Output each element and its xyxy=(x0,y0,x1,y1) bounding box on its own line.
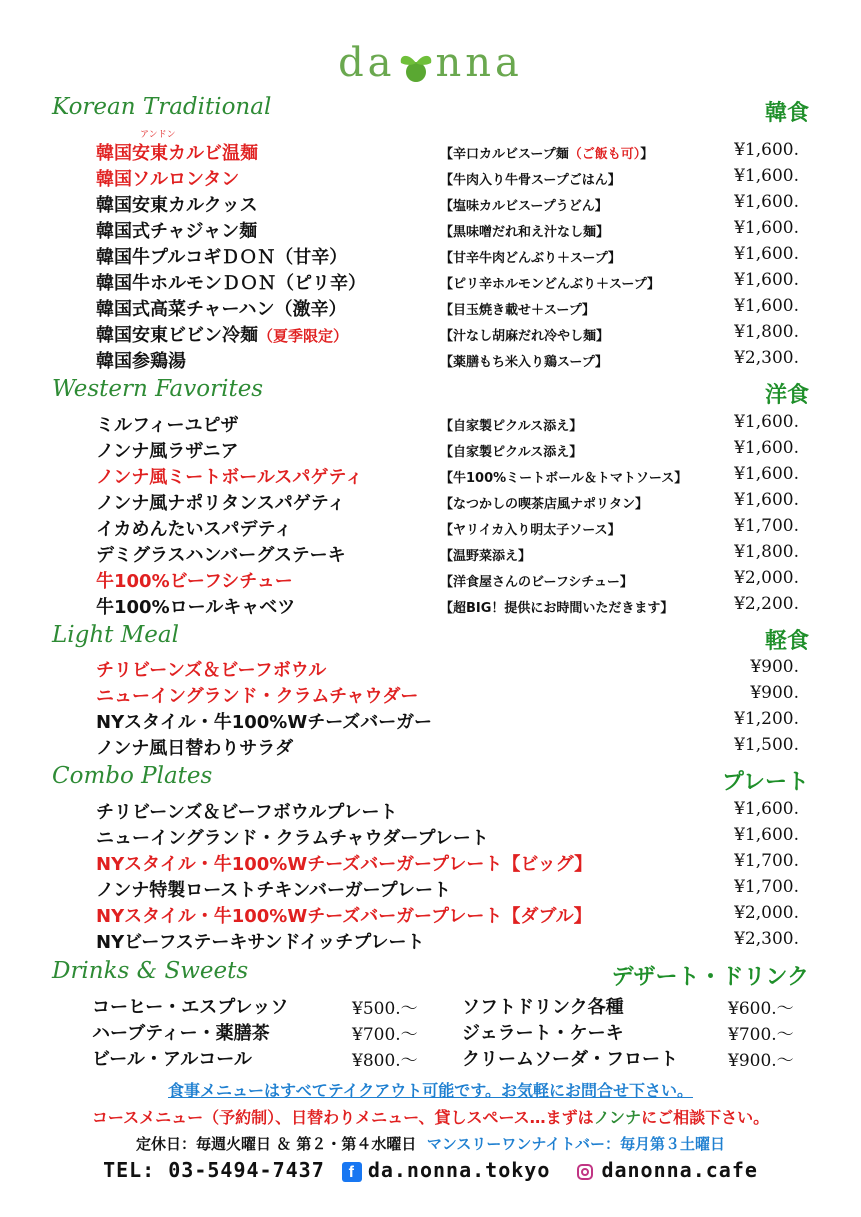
drink-item-price: ¥800.～ xyxy=(352,1051,418,1071)
drink-item-price: ¥700.～ xyxy=(728,1025,794,1045)
menu-item-desc: 【洋食屋さんのビーフシチュー】 xyxy=(440,575,633,590)
menu-item-name: 韓国式高菜チャーハン（激辛） xyxy=(96,299,347,320)
menu-item-desc: 【自家製ピクルス添え】 xyxy=(440,419,583,434)
menu-item-price: ¥2,000. xyxy=(734,903,799,923)
menu-item-name: NYスタイル・牛100%Wチーズバーガープレート【ビッグ】 xyxy=(96,854,593,875)
section-title-light: Light Meal xyxy=(52,622,179,648)
menu-item-price: ¥1,200. xyxy=(734,709,799,729)
course-notice: コースメニュー（予約制）、日替わりメニュー、貸しスペース…まずはノンナにご相談下さい。 xyxy=(91,1108,770,1127)
menu-item-price: ¥1,600. xyxy=(734,412,799,432)
menu-item-name: チリビーンズ＆ビーフボウルプレート xyxy=(96,802,398,823)
menu-item-price: ¥1,500. xyxy=(734,735,799,755)
menu-item-desc: 【黒味噌だれ和え汁なし麺】 xyxy=(440,225,610,240)
menu-item-name: 韓国ソルロンタン xyxy=(96,169,240,190)
menu-item-price: ¥1,600. xyxy=(734,464,799,484)
facebook-icon: f xyxy=(342,1162,362,1182)
menu-item-name: ミルフィーユピザ xyxy=(96,415,239,436)
menu-item-name: 牛100%ロールキャベツ xyxy=(96,597,296,618)
menu-item-price: ¥2,300. xyxy=(734,929,799,949)
menu-item-price: ¥1,600. xyxy=(734,799,799,819)
menu-item-name: ニューイングランド・クラムチャウダー xyxy=(96,686,419,707)
monthly-bar: マンスリーワンナイトバー：毎月第３土曜日 xyxy=(426,1135,726,1153)
logo xyxy=(0,40,861,86)
section-jp-korean: 韓食 xyxy=(764,101,809,126)
drink-item-price: ¥500.～ xyxy=(352,999,418,1019)
menu-item-name: 韓国安東ビビン冷麺（夏季限定） xyxy=(96,325,349,346)
menu-item-name: 韓国安東カルクッス xyxy=(96,195,258,216)
menu-item-price: ¥1,600. xyxy=(734,244,799,264)
section-title-western: Western Favorites xyxy=(52,376,264,402)
menu-item-name: 韓国牛ホルモンＤＯＮ（ピリ辛） xyxy=(96,273,366,294)
section-title-korean: Korean Traditional xyxy=(52,94,272,120)
menu-item-desc: 【甘辛牛肉どんぶり＋スープ】 xyxy=(440,251,621,266)
drink-item-name: ソフトドリンク各種 xyxy=(462,997,624,1018)
menu-item-name: ノンナ風ラザニア xyxy=(96,441,239,462)
menu-item-price: ¥1,700. xyxy=(734,877,799,897)
menu-item-desc: 【温野菜添え】 xyxy=(440,549,532,564)
drink-item-name: ビール・アルコール xyxy=(92,1049,252,1070)
hours-notice xyxy=(0,1133,861,1154)
menu-item-desc: 【塩味カルビスープうどん】 xyxy=(440,199,608,214)
menu-item-desc: 【自家製ピクルス添え】 xyxy=(440,445,583,460)
menu-item-desc: 【牛肉入り牛骨スープごはん】 xyxy=(440,173,621,188)
menu-item-price: ¥1,700. xyxy=(734,851,799,871)
menu-item-name: ノンナ風ミートボールスパゲティ xyxy=(96,467,363,488)
menu-item-name: ニューイングランド・クラムチャウダープレート xyxy=(96,828,489,849)
menu-item-name: NYスタイル・牛100%Wチーズバーガー xyxy=(96,712,432,733)
section-jp-western: 洋食 xyxy=(764,383,809,408)
menu-item-name: ノンナ風ナポリタンスパゲティ xyxy=(96,493,346,514)
menu-item-price: ¥1,600. xyxy=(734,140,799,160)
section-title-combo: Combo Plates xyxy=(52,763,213,789)
menu-item-name: 牛100%ビーフシチュー xyxy=(96,571,293,592)
drink-item-price: ¥900.～ xyxy=(728,1051,794,1071)
menu-item-name: デミグラスハンバーグステーキ xyxy=(96,545,346,566)
menu-item-name: イカめんたいスパデティ xyxy=(96,519,293,540)
menu-item-price: ¥1,600. xyxy=(734,296,799,316)
menu-item-price: ¥1,600. xyxy=(734,270,799,290)
section-title-drinks: Drinks & Sweets xyxy=(52,958,249,984)
menu-item-desc: 【なつかしの喫茶店風ナポリタン】 xyxy=(440,497,649,512)
menu-item-price: ¥1,600. xyxy=(734,218,799,238)
menu-item-desc: 【汁なし胡麻だれ冷やし麺】 xyxy=(440,329,610,344)
menu-item-price: ¥2,000. xyxy=(734,568,799,588)
menu-item-desc: 【薬膳もち米入り鶏スープ】 xyxy=(440,355,608,370)
instagram-icon xyxy=(577,1164,593,1180)
menu-item-price: ¥1,700. xyxy=(734,516,799,536)
menu-item-price: ¥2,200. xyxy=(734,594,799,614)
menu-item-price: ¥1,600. xyxy=(734,166,799,186)
menu-item-desc: 【目玉焼き載せ＋スープ】 xyxy=(440,303,595,318)
menu-item-price: ¥1,600. xyxy=(734,490,799,510)
logo-text-right: nna xyxy=(435,40,523,86)
takeout-notice: 食事メニューはすべてテイクアウト可能です。お気軽にお問合せ下さい。 xyxy=(168,1081,693,1100)
menu-item-price: ¥900. xyxy=(750,657,799,677)
menu-item-price: ¥1,800. xyxy=(734,542,799,562)
contact-line xyxy=(0,1158,861,1182)
menu-item-price: ¥1,600. xyxy=(734,825,799,845)
drink-item-name: クリームソーダ・フロート xyxy=(462,1049,678,1070)
tel: TEL: 03-5494-7437 xyxy=(103,1158,325,1182)
drink-item-price: ¥600.～ xyxy=(728,999,794,1019)
menu-item-price: ¥1,800. xyxy=(734,322,799,342)
section-jp-drinks: デザート・ドリンク xyxy=(611,965,809,990)
drink-item-name: ジェラート・ケーキ xyxy=(462,1023,624,1044)
closed-days: 定休日：毎週火曜日 ＆ 第２・第４水曜日 xyxy=(135,1135,417,1153)
instagram-handle[interactable]: danonna.cafe xyxy=(601,1158,758,1182)
section-jp-combo: プレート xyxy=(721,770,809,795)
menu-item-desc: 【辛口カルビスープ麺（ご飯も可）】 xyxy=(440,147,654,162)
menu-item-name: ノンナ風日替わりサラダ xyxy=(96,738,294,759)
menu-item-name: チリビーンズ＆ビーフボウル xyxy=(96,660,327,681)
menu-item-price: ¥1,600. xyxy=(734,192,799,212)
section-jp-light: 軽食 xyxy=(764,629,809,654)
menu-item-desc: 【超BIG！提供にお時間いただきます】 xyxy=(440,601,674,616)
menu-item-name: 韓国式チャジャン麺 xyxy=(96,221,258,242)
menu-item-desc: 【牛100%ミートボール＆トマトソース】 xyxy=(440,471,688,486)
ruby-andon: アンドン xyxy=(140,130,176,140)
facebook-handle[interactable]: da.nonna.tokyo xyxy=(367,1158,551,1182)
menu-item-name: 韓国牛プルコギＤＯＮ（甘辛） xyxy=(96,247,348,268)
drink-item-name: ハーブティー・薬膳茶 xyxy=(92,1023,270,1044)
sprout-icon xyxy=(396,46,436,86)
menu-item-price: ¥900. xyxy=(750,683,799,703)
menu-item-desc: 【ピリ辛ホルモンどんぶり＋スープ】 xyxy=(440,277,660,292)
menu-item-price: ¥2,300. xyxy=(734,348,799,368)
menu-item-desc: 【ヤリイカ入り明太子ソース】 xyxy=(440,523,621,538)
menu-item-name: 韓国安東カルビ温麺 xyxy=(96,143,258,164)
menu-item-name: ノンナ特製ローストチキンバーガープレート xyxy=(96,880,451,901)
menu-item-name: 韓国参鶏湯 xyxy=(96,351,186,372)
drink-item-price: ¥700.～ xyxy=(352,1025,418,1045)
menu-item-name: NYビーフステーキサンドイッチプレート xyxy=(96,932,425,953)
menu-item-name: NYスタイル・牛100%Wチーズバーガープレート【ダブル】 xyxy=(96,906,592,927)
menu-item-price: ¥1,600. xyxy=(734,438,799,458)
drink-item-name: コーヒー・エスプレッソ xyxy=(92,997,289,1018)
logo-text-left: da xyxy=(338,40,396,86)
